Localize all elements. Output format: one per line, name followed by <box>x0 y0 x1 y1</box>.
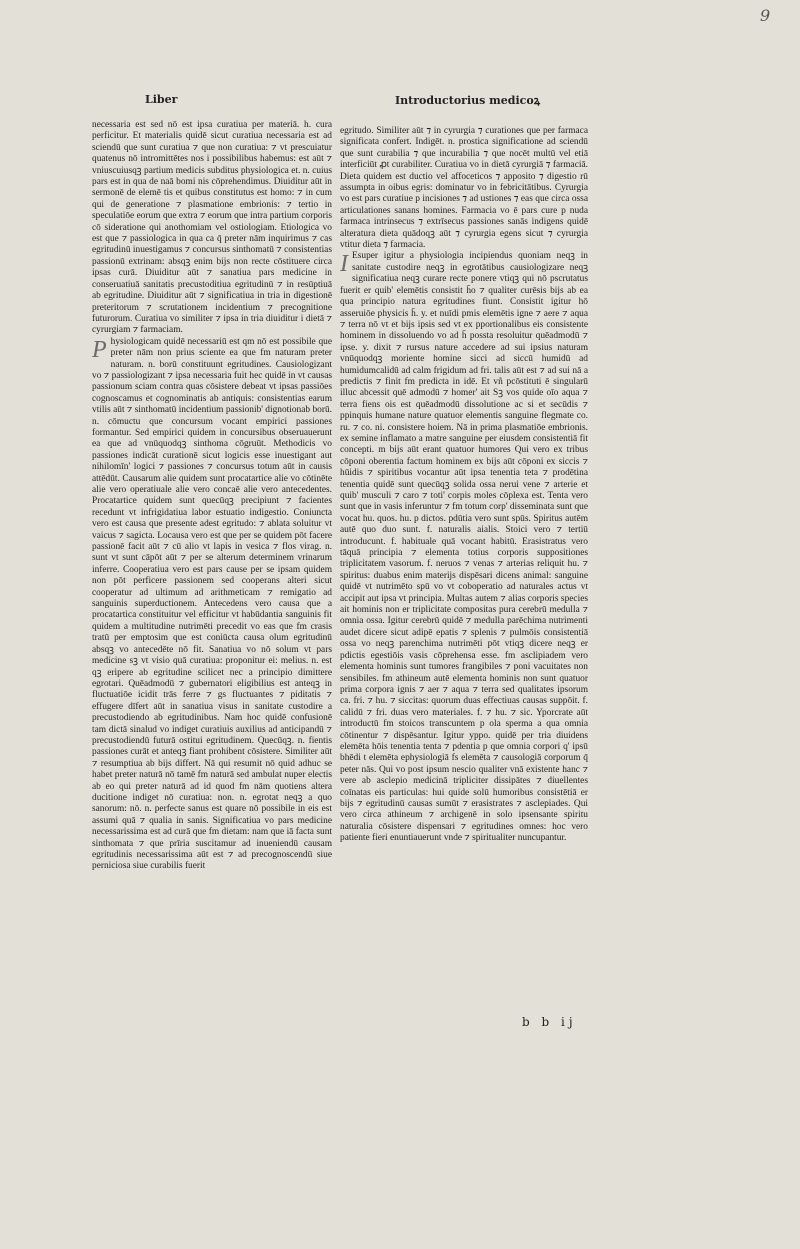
running-head-right: Introductorius medicoꝝ <box>395 94 541 107</box>
paragraph <box>340 251 588 844</box>
paragraph <box>92 337 332 873</box>
folio-number: 9 <box>760 6 771 25</box>
running-head-left: Liber <box>145 93 178 106</box>
paragraph-text: hysiologicam quidē necessariū est qm nō est possibile que preter nām non prius sciente ea que fm naturam preter naturam. n. borū constituunt egritudines. Causiologizant vo ⁊ passiologizant ⁊ ipsa necessaria fuit hec quidē in vt causas passionum sciam contra quas cōsistere debeat vt ipsas passiōes cognoscamus et cognominatis ab antiquis: consistentias earum vtilis aūt ⁊ sinthomatū incidentium passionib' dignotionab borū. n. cōmuctu que concursum vocant empirici passiones formantur. Sed empirici quidem in concursibus obseruauerunt ea que ad vnūquodqꝫ sinthoma cōgruūt. Methodicis vo passiones indicāt curationē sicut logicis esse inuestigant aut nihilomīn' logici ⁊ passiones ⁊ concursus totum aūt in causis attēdūt. Causarum alie quidem sunt procatartice alie vo cōtinēte alie vero operatiuale alie vero concaē alie vero antecedentes. Procatartice quidem sunt quecūqꝫ precipiunt ⁊ facientes recedunt vt infrigidatiua labor estuatio indigestio. Coniuncta vero est causa que presente adest egritudo: ⁊ ablata soluitur vt vaicus ⁊ sagicta. Locausa vero est que per se quidem pōt facere passionē facit aūt ⁊ cū alio vt lapis in vesica ⁊ flos virag. n. sunt vt sunt cāpōt aūt ⁊ per se alterum determinem vrinarum inferre. Cooperatiua vero est pars cause per se ipsam quidem non pōt perficere passionem sed cooperans alteri sicut cooperatur ad ultimum ad arithmeticam ⁊ remigatio ad sanguinis superductionem. Antecedens vero causa que a procatartica constituitur vel efficitur vt habūdantia sanguinis fit quidem a multitudine nutrimēti precedit vo eas que fm crasis tratū per emptosim que est coniūcta causa olum egritudinū absqꝫ vo antecedēte nō fit. Sanatiua vo nō solum vt pars medicine sꝫ vt visio quā curatiua: proponitur ei: melius. n. est qꝫ eripere ab egritudine scilicet nec a principio dimittere egrotari. Quēadmodū ⁊ gubernatori eligibilius est anteqꝫ in fluctuatiōe icidit trās ferre ⁊ gs fluctuantes ⁊ piditatis ⁊ effugere dīfert aūt in sanatiua visus in sanitate custodire a precustodiendo ab egritudinibus. Nam hoc quidē confusionē tam dictā sinalud vo indiget curatiuis auxilius ad anticipandū ⁊ precustodiendū futurā ostitui egritudinem. Quecūqꝫ. n. fientis passiones curāt et anteqꝫ fiant prohibent cōsistere. Similiter aūt ⁊ resumptiua ab bijs differt. Nā qui resumit nō quid adhuc se habet preter naturā nō tamē fm naturā sed ambulat nuper electis ab eo qui preter naturā ad id quod fm nām quotiens altera ducitione indiget nō curatiua: non. n. egrotat neqꝫ a quo sanorum: nō. n. perfecte sanus est quare nō possibile in eis est assumi quā ⁊ qualia in sanis. Significatiua vo pars medicine necessarissima est ad curā que fm dietam: nam que iā facta sunt sinthomata ⁊ que prīria suscitamur ad inueniendū causam egritudinis necessarissima aūt est ⁊ ad precognoscendū siue perniciosa siue curabilis fuerit <box>92 336 332 872</box>
paragraph: egritudo. Similiter aūt ⁊ in cyrurgia ⁊ curationes que per farmaca significata confert. Indigēt. n. prostica significatione ad sciendū que sunt curabilia ⁊ que incurabilia ⁊ que nocēt multū vel etiā interficiūt ꝓt curabiliter. Curatiua vo in dietā cyrurgiā ⁊ farmaciā. Dieta quidem est ductio vel affoceticos ⁊ apposito ⁊ digestio rū assumpta in oibus egris: dominatur vo in febricitātibus. Cyrurgia vo est pars curatiue p incisiones ⁊ ad ustiones ⁊ eas que circa ossa articulationes sanans homines. Farmacia vo ē pars cure p nuda farmaca intrinsecus ⁊ extrīsecus passiones sanās indigens quidē alteratura dieta quādoqꝫ aūt ⁊ cyrurgia egens sicut ⁊ cyrurgia vtitur dieta ⁊ farmacia. <box>340 126 588 251</box>
signature-mark: b b ij <box>522 1015 577 1029</box>
initial-letter: P <box>92 336 107 363</box>
initial-letter: I <box>340 251 348 278</box>
text-column-left <box>92 120 332 1015</box>
paragraph: necessaria est sed nō est ipsa curatiua per materiā. h. cura perficitur. Et materialis quidē sicut curatiua necessaria est ad sciendū que sunt curatiua ⁊ que non curatiua: ⁊ vt prescuiatur quatenus nō intromittētes nos i possibilibus habemus: est aūt ⁊ vniuscuiusqꝫ partium medicis subditus physiologica et. n. cuius pars est in qua de naā bomi nis cōprehendimus. Diuiditur aūt in sermonē de elemē tis et quibus constitutus est homo: ⁊ in cum qui de generatione ⁊ plasmatione embrionis: ⁊ tertio in speculatiōe eorum que extra ⁊ eorum que intra partium corporis cō sideratione qui anothomiam vel ostiologiam. Etiologica vo est que ⁊ passiologica in qua ca q̄ preter nām inquirimus ⁊ cas egritudinū inuestigamus ⁊ concursus sinthomatū ⁊ consistentias passionū extrinam: absqꝫ enim bijs non recte cōstituere circa ipsas curā. Diuiditur aūt ⁊ sanatiua pars medicine in conseruatiuā sanitatis precustoditiua egritudinū ⁊ in resūptiuā ab egritudine. Diuiditur aūt ⁊ significatiua in tria in digestionē preteritorum ⁊ scrutationem incidentium ⁊ precognitione futurorum. Curatiua vo similiter ⁊ ipsa in tria diuiditur i dietā ⁊ cyrurgiam ⁊ farmaciam. <box>92 120 332 336</box>
paragraph-text: Esuper igitur a physiologia incipiendus quoniam neqꝫ in sanitate custodire neqꝫ in egrotātibus causiologizare neqꝫ significatiua neqꝫ curare recte ponere vtiqꝫ qui nō pscrutatus fuerit er quib' elemētis consistit h̄o ⁊ qualiter curēsis bijs ab ea qua principio natura egritudines fiunt. Consistit igitur hō asseruiōe physicis h̄. y. et nuīdi pmis elemētis igne ⁊ aere ⁊ aqua ⁊ terra nō vt et bijs ipsis sed vt ex pportionalibus eis consistente hominem in dissoluendo vo ad h̄ possta resoluitur quēadmodū ⁊ ipse. y. dixit ⁊ rursus nature accedere ad sui ipsius naturam vnūquodqꝫ moriente homine sicci ad siccū humidū ad humidumcalidū ad calm frigidum ad fri. talis aūt est ⁊ ad sui nā a predictis ⁊ finit fm predicta in idē. Et vñ pcōstituti ē singularū illuc abcessit quē admodū ⁊ homer' ait Sꝫ vos quide oīo aqua ⁊ terra fiens ois est quēadmodū dissolutione ac si et secūdis ⁊ ppinquis humane nature quatuor elementis sanguine flegmate co. ru. ⁊ co. ni. consistere hoiem. Nā in prima plasmatiōe embrionis. ex semine inflamato a matre sanguine per eiusdem consistentiā fit concepti. m bijs aūt erant quatuor humores Qui vero ex tribus cōponi oberentia factum hominem ex bijs aūt cōponi ex siccis ⁊ hūidis ⁊ spiritibus vocantur aūt ipsa tenentia teta ⁊ prodētina tenentia quidē sunt quecūqꝫ solida ossa nerui vene ⁊ arterie et quib' musculi ⁊ caro ⁊ toti' corpis moles cōplexa est. Tenta vero sunt que in vasis inferuntur ⁊ fm totum corp' disseminata sunt que vocat hu. quos. hu. p dictos. pdūtia vero sunt spūs. Spiritus autēm autē quo duo sunt. f. naturalis aialis. Stoici vero ⁊ tertiū introducunt. f. habituale quā vocant habitū. Erasistratus vero tāquā principia ⁊ elementa totius corporis suppositiones triplicitatem vasorum. f. neruos ⁊ venas ⁊ arterias reliquit hu. ⁊ spiritus: duabus enim materijs dispēsari dicens animal: sanguine quidē vt nutrimēto spū vo vt coboperatio ad naturales actus vt accipit aut ipsa vt principia. Multas autem ⁊ alias corporis species ait hominis non er triplicitate compositas pura cerebrū medulla ⁊ omnia ossa. Igitur cerebrū quidē ⁊ medulla parēchima nutrimenti audet dicere sicut adipē epatis ⁊ splenis ⁊ pulmōis consistentiā ossa vo neqꝫ parenchima nutrimēti pōt vtiqꝫ dicere neqꝫ er pdictis egestiōis vasis cōprehensa esse. fm asclipiadem vero elementa hominis sunt tumores frangibiles ⁊ poni vacuitates non sensibiles. fm athineum autē elementa hominis non sunt quatuor prima corpora ignis ⁊ aer ⁊ aqua ⁊ terra sed qualitates ipsorum ca. fri. ⁊ hu. ⁊ siccitas: quorum duas effectiuas causas suppōit. f. calidū ⁊ fri. duas vero materiales. f. ⁊ hu. ⁊ sic. Yporcrate aūt introductū fm stoicos transcuntem p ola sperma a qua omnia cōtinentur ⁊ dispēsantur. Igitur yppo. quidē per tria diuidens elemēta hōis tenentia tenta ⁊ pdentia p que omnia corpori q' ipsū bhēdi t elemēta ephysiologiā fs elemēta ⁊ causologiā corporum q̄ peter nās. Qui vo post ipsum nescio qualiter vnā existente hanc ⁊ vere ab asclepio medicinā tripliciter dissipātes ⁊ diuellentes coīnatas eis particulas: hui quide solū humoribus consistētiā er bijs ⁊ egritudinū causas sumūt ⁊ erasistrates ⁊ asclepiades. Qui vero circa athineum ⁊ archigenē in solo ipsensante spiritu naturalia cōsistere dispensari ⁊ egritudines omnes: hoc vero patiente fieri enuntiauerunt vnde ⁊ spiritualiter nuncupantur. <box>340 251 588 844</box>
text-column-right <box>340 126 588 1021</box>
